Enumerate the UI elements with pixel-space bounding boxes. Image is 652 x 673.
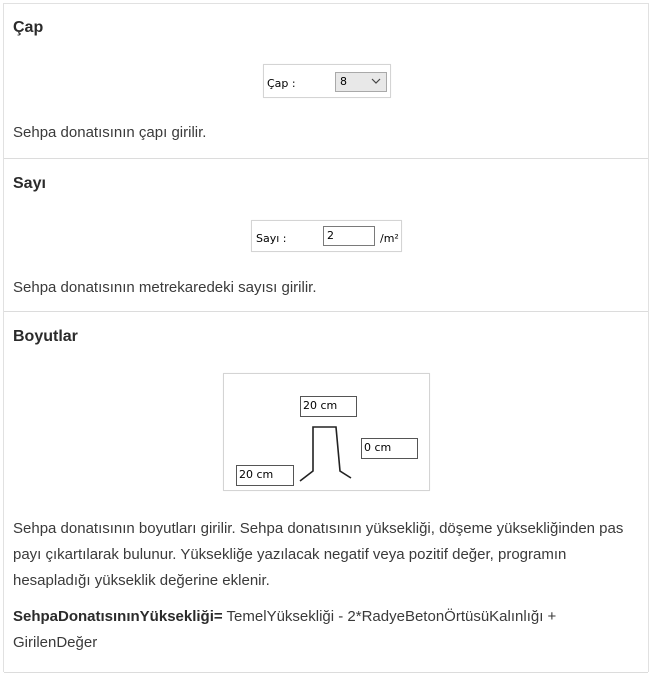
formula-key: SehpaDonatısınınYüksekliği= — [13, 608, 223, 625]
section-title: Boyutlar — [13, 328, 78, 345]
sayi-input[interactable] — [323, 226, 375, 246]
chevron-down-icon — [369, 74, 383, 88]
section-description: Sehpa donatısının boyutları girilir. Sehpa donatısının yüksekliği, döşeme yüksekliğinden pas payı çıkartılarak bulunur. Yüksekliğe yazılacak negatif veya pozitif değer, programın hesapladığı yükseklik değerine eklenir. — [13, 520, 624, 589]
sayi-unit: /m² — [380, 232, 399, 245]
top-dimension-value: 20 cm — [303, 399, 338, 412]
cap-label: Çap : — [267, 77, 296, 90]
formula-value: TemelYüksekliği - 2*RadyeBetonÖrtüsüKalınlığı + GirilenDeğer — [13, 608, 557, 651]
section-description: Sehpa donatısının metrekaredeki sayısı girilir. — [13, 279, 317, 296]
right-dimension-input[interactable] — [361, 438, 418, 459]
section-cap — [4, 4, 648, 159]
bottom-dimension-input[interactable] — [236, 465, 294, 486]
sayi-label: Sayı : — [256, 232, 287, 245]
cap-select[interactable] — [335, 72, 387, 92]
section-description: Sehpa donatısının çapı girilir. — [13, 124, 207, 141]
section-title: Çap — [13, 19, 44, 36]
top-dimension-input[interactable] — [300, 396, 357, 417]
section-sayi — [4, 159, 648, 312]
sayi-input-value: 2 — [327, 229, 334, 242]
bottom-dimension-value: 20 cm — [239, 468, 274, 481]
section-boyutlar — [4, 312, 648, 673]
section-title: Sayı — [13, 175, 46, 192]
sayi-widget — [251, 220, 402, 252]
cap-select-value: 8 — [340, 75, 347, 88]
cap-widget — [263, 64, 391, 98]
formula — [13, 604, 641, 656]
right-dimension-value: 0 cm — [364, 441, 392, 454]
boyutlar-diagram — [223, 373, 430, 491]
help-page — [3, 3, 649, 672]
